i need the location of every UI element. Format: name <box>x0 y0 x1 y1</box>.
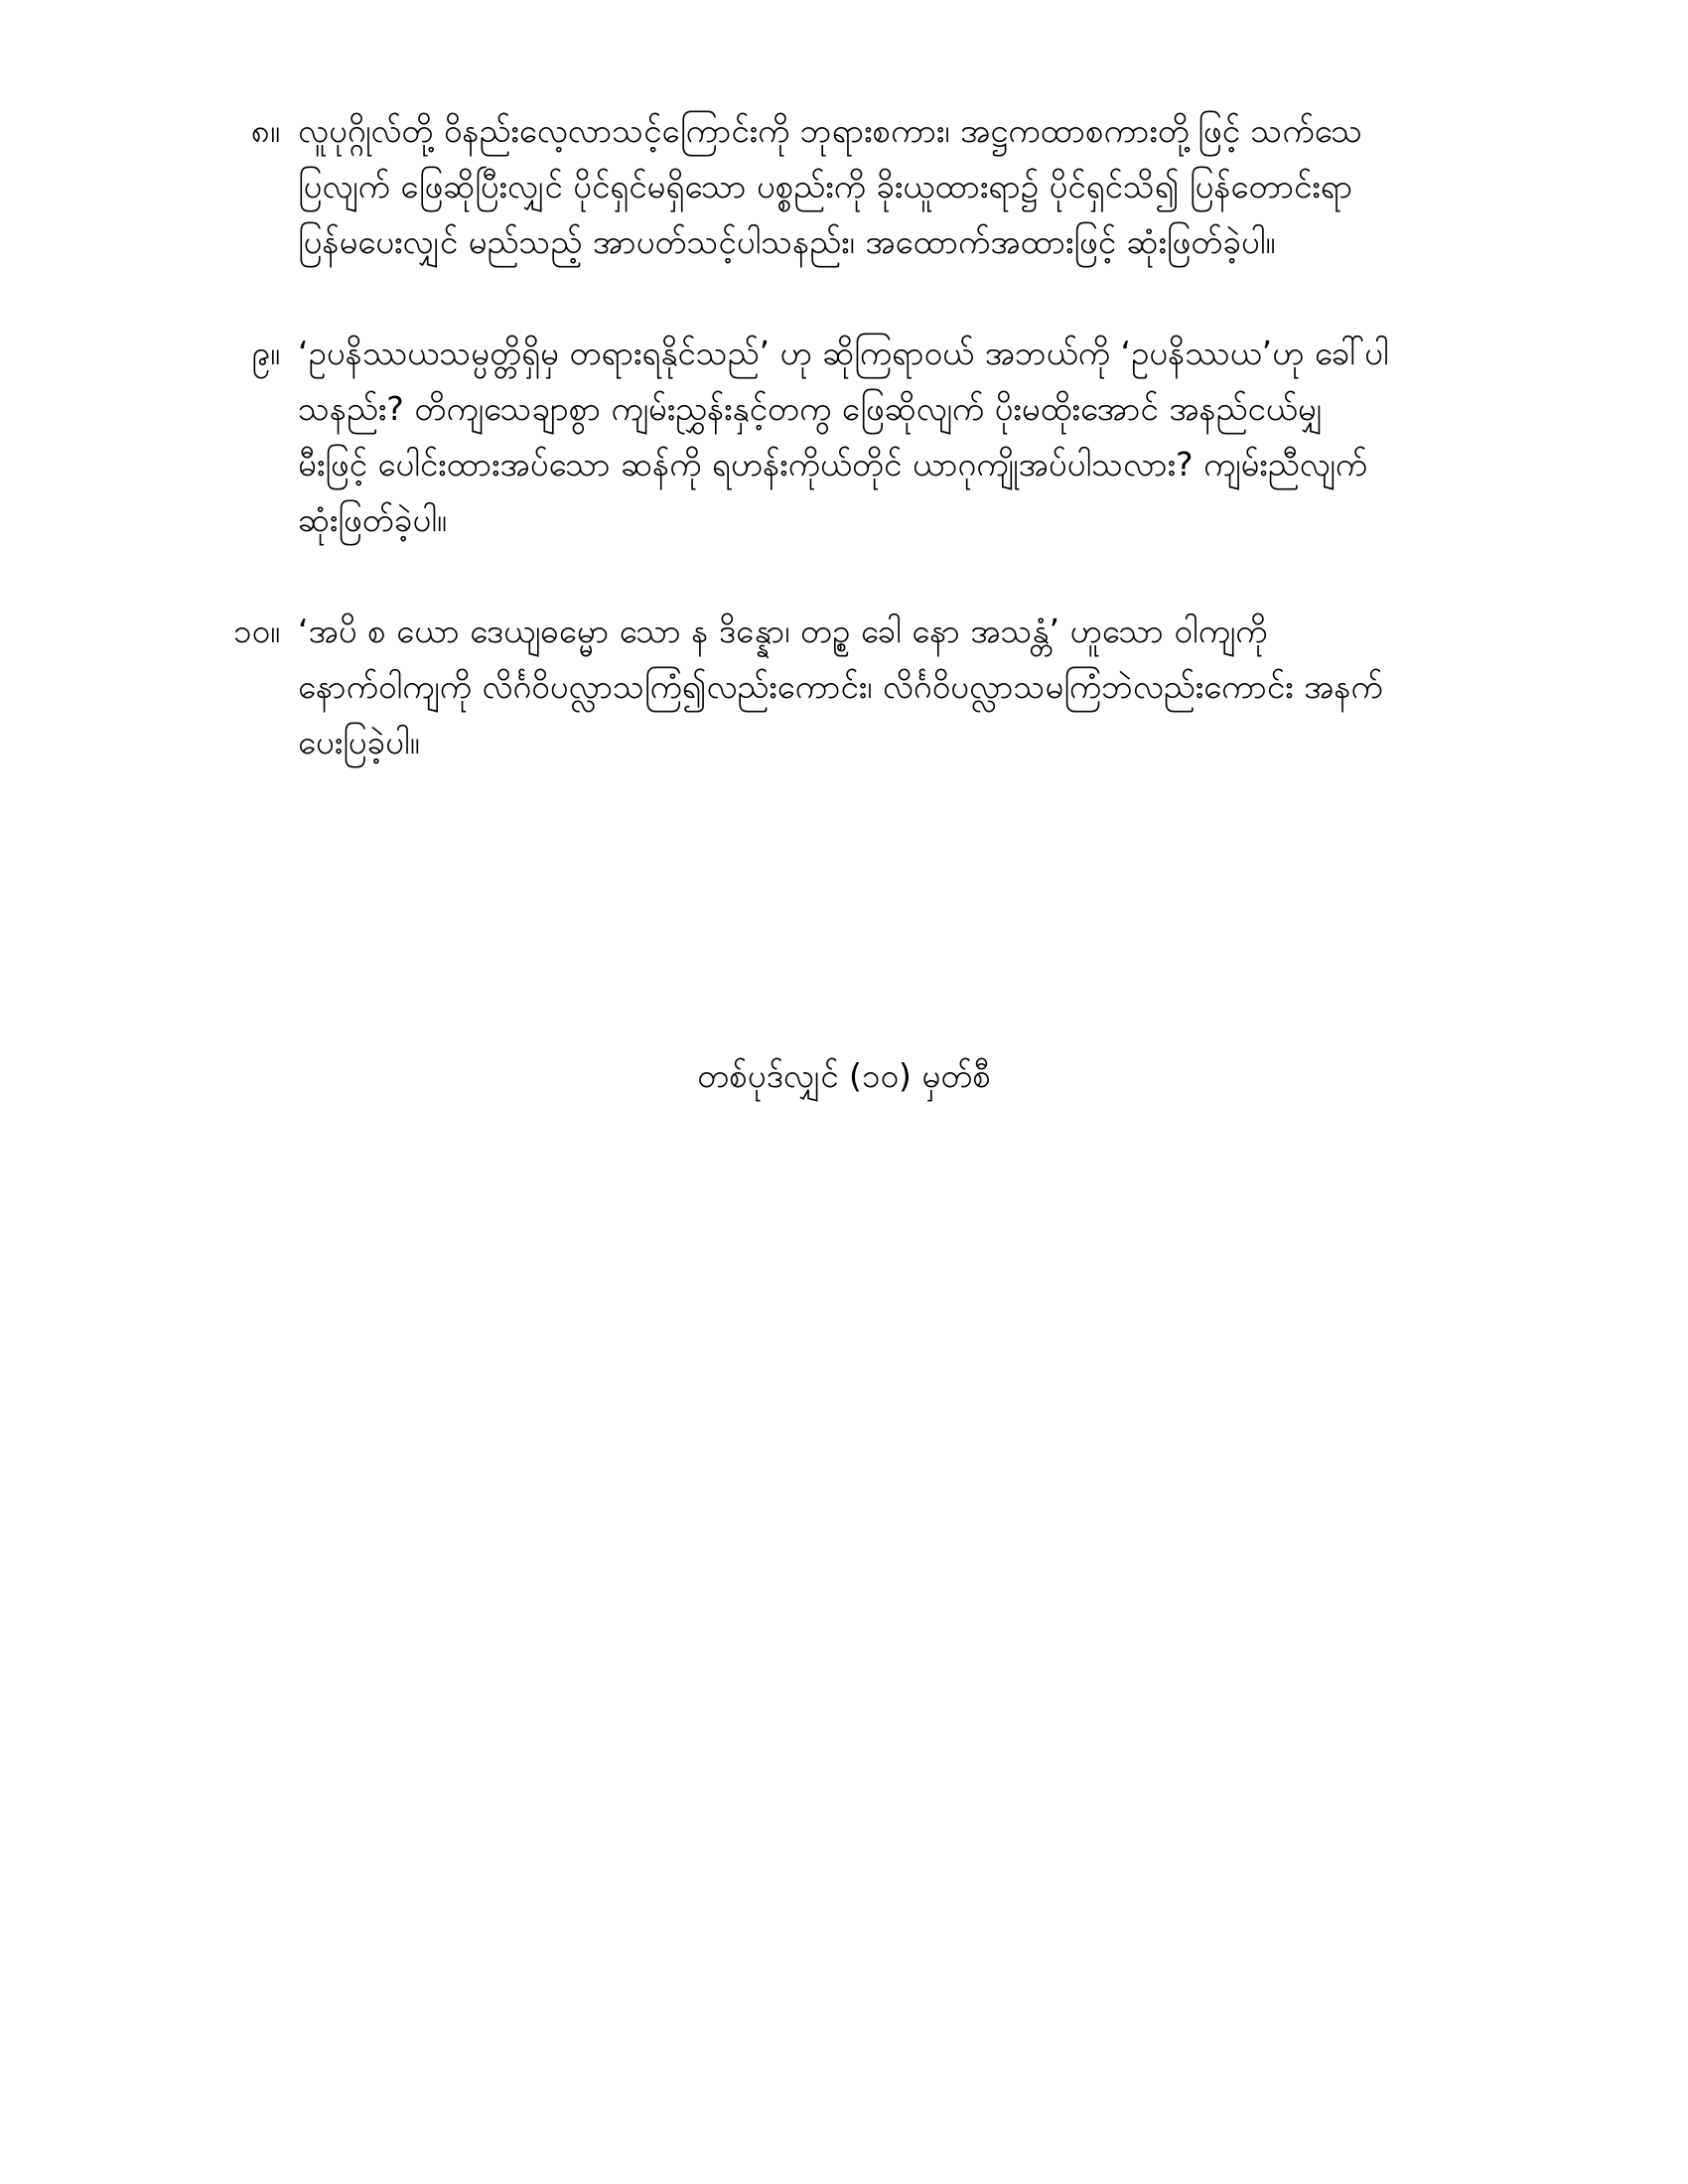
question-line: ‘ဥပနိဿယသမ္ပတ္တိရှိမှ တရားရနိုင်သည်’ ဟု ဆိုကြရာဝယ် အဘယ်ကို ‘ဥပနိဿယ’ဟု ခေါ်ပါ <box>298 334 1389 372</box>
question-text <box>298 326 1514 548</box>
question-line: နောက်ဝါကျကို လိင်္ဂဝိပလ္လာသကြံ၍လည်းကောင်း၊ လိင်္ဂဝိပလ္လာသမကြံဘဲလည်းကောင်း အနက် <box>298 667 1383 706</box>
question-line: ဆုံးဖြတ်ခဲ့ပါ။ <box>298 500 447 539</box>
question-number: ၁၀။ <box>232 612 280 650</box>
question-line: လူပုဂ္ဂိုလ်တို့ ဝိနည်းလေ့လာသင့်ကြောင်းကို ဘုရားစကား၊ အဋ္ဌကထာစကားတို့ဖြင့် သက်သေ <box>298 111 1363 150</box>
question-line: ပေးပြခဲ့ပါ။ <box>298 723 420 761</box>
question-line: မီးဖြင့် ပေါင်းထားအပ်သော ဆန်ကို ရဟန်းကိုယ်တိုင် ယာဂုကျိုအပ်ပါသလား? ကျမ်းညီလျက် <box>298 445 1368 483</box>
question-line: သနည်း? တိကျသေချာစွာ ကျမ်းညွှန်းနှင့်တကွ ဖြေဆိုလျက် ပိုးမထိုးအောင် အနည်ငယ်မျှ <box>298 389 1324 428</box>
marks-per-question-note: တစ်ပုဒ်လျှင် (၁၀) မှတ်စီ <box>697 1056 991 1095</box>
question-text <box>298 103 1514 270</box>
question-line: ‘အပိ စ ယော ဒေယျဓမ္မော သော န ဒိန္နော၊ တဥ္စ ခေါ နော အသန္တံ’ ဟူသော ဝါကျကို <box>298 612 1268 650</box>
question-text <box>298 604 1514 770</box>
question-number: ၉။ <box>251 334 280 372</box>
question-line: ပြန်မပေးလျှင် မည်သည့် အာပတ်သင့်ပါသနည်း၊ အထောက်အထားဖြင့် ဆုံးဖြတ်ခဲ့ပါ။ <box>298 222 1276 261</box>
question-line: ပြလျက် ဖြေဆိုပြီးလျှင် ပိုင်ရှင်မရှိသော ပစ္စည်းကို ခိုးယူထားရာ၌ ပိုင်ရှင်သိ၍ ပြန်တောင်းရာ <box>298 167 1353 205</box>
question-number: ၈။ <box>251 111 280 150</box>
